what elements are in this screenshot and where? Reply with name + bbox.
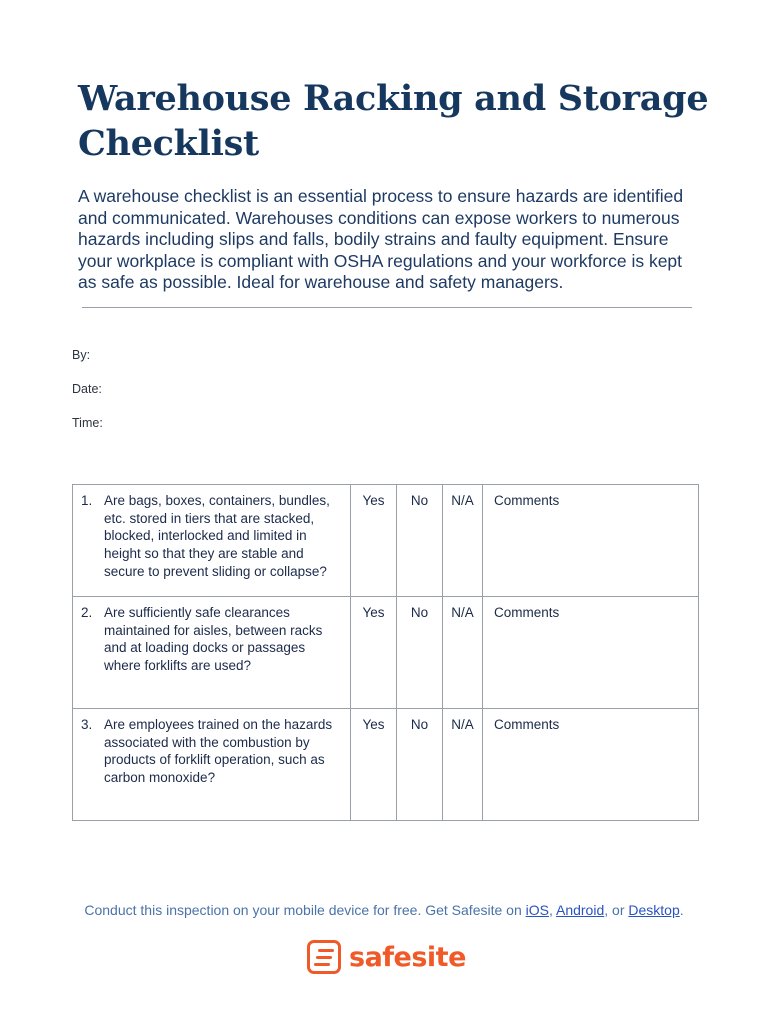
page-title: Warehouse Racking and Storage Checklist [78,78,709,164]
time-label: Time: [72,416,103,430]
footer-separator: , [548,902,556,918]
footer-promo [0,902,768,918]
no-option[interactable]: No [397,597,443,709]
question-text: Are bags, boxes, containers, bundles, etc. stored in tiers that are stacked, blocked, interlocked and limited in height so that they are stable and secure to prevent sliding or collapse? [104,493,330,579]
comments-field[interactable]: Comments [483,709,699,821]
question-number: 3. [81,717,93,732]
checklist-row [73,597,699,709]
question-cell [73,597,351,709]
desktop-link[interactable]: Desktop [628,902,680,918]
question-number: 1. [81,493,93,508]
divider [82,307,692,308]
safesite-logo-icon [307,940,341,974]
yes-option[interactable]: Yes [351,485,397,597]
by-label: By: [72,348,91,362]
android-link[interactable]: Android [555,902,605,918]
yes-option[interactable]: Yes [351,709,397,821]
question-cell [73,485,351,597]
question-text: Are employees trained on the hazards associated with the combustion by products of forklift operation, such as carbon monoxide? [104,717,333,786]
comments-field[interactable]: Comments [483,485,699,597]
checklist-row [73,485,699,597]
brand-name: safesite [349,941,466,973]
question-cell [73,709,351,821]
no-option[interactable]: No [397,485,443,597]
footer-separator: , or [604,902,629,918]
comments-field[interactable]: Comments [483,597,699,709]
checklist-table [72,484,699,821]
yes-option[interactable]: Yes [351,597,397,709]
footer-text: Conduct this inspection on your mobile device for free. Get Safesite on [84,902,526,918]
date-label: Date: [72,382,102,396]
checklist-row [73,709,699,821]
footer-period: . [679,902,684,918]
brand-logo [307,939,466,975]
ios-link[interactable]: iOS [525,902,549,918]
question-number: 2. [81,605,93,620]
intro-paragraph: A warehouse checklist is an essential process to ensure hazards are identified and communicated. Warehouses conditions can expose workers to numerous hazards including slips and falls, bodily strains and faulty equipment. Ensure your workplace is compliant with OSHA regulations and your workforce is kept as safe as possible. Ideal for warehouse and safety managers. [78,186,684,292]
no-option[interactable]: No [397,709,443,821]
na-option[interactable]: N/A [443,485,483,597]
na-option[interactable]: N/A [443,597,483,709]
na-option[interactable]: N/A [443,709,483,821]
question-text: Are sufficiently safe clearances maintained for aisles, between racks and at loading docks or passages where forklifts are used? [104,605,323,674]
